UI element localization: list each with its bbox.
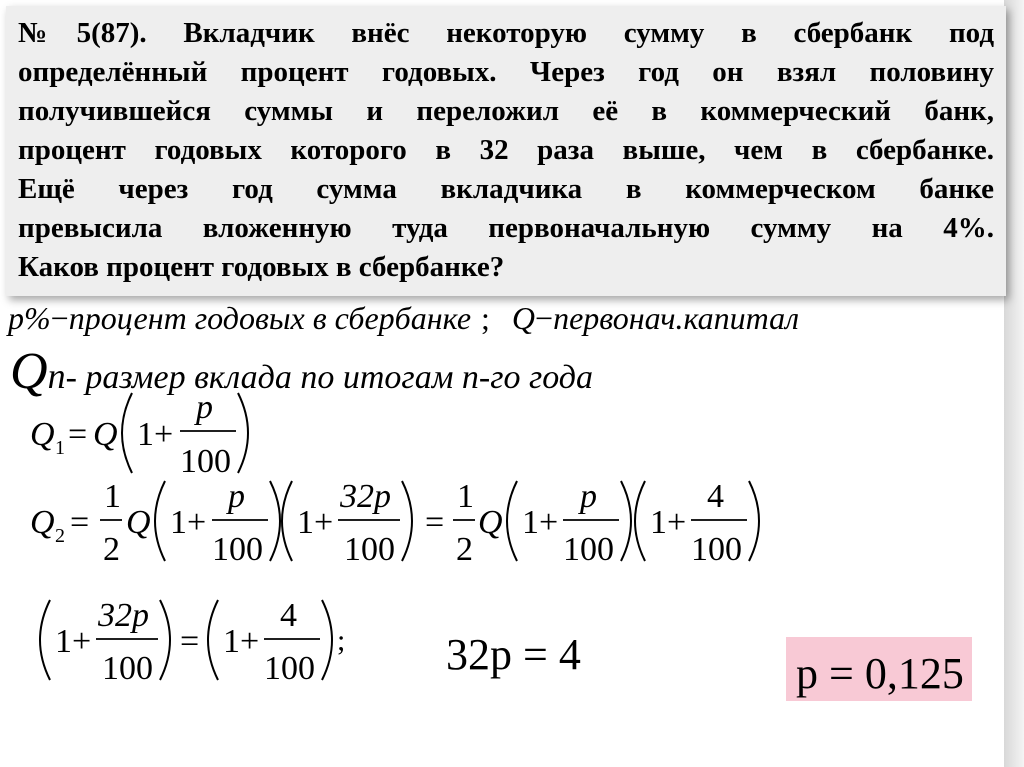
denominator-100: 100 bbox=[563, 531, 614, 568]
one-plus: 1+ bbox=[650, 504, 687, 541]
paren-right bbox=[270, 481, 280, 561]
q-var: Q bbox=[126, 504, 151, 541]
paren-left bbox=[507, 481, 517, 561]
qn-symbol: Q bbox=[10, 343, 48, 400]
denominator-2: 2 bbox=[456, 531, 473, 568]
problem-line: превысила вложенную туда первоначальную сумму на 4%. bbox=[18, 212, 994, 244]
equals: = bbox=[70, 504, 90, 541]
denominator-2: 2 bbox=[103, 531, 120, 568]
dash: − bbox=[535, 300, 554, 336]
problem-line: процент годовых которого в 32 раза выше, чем в сбербанке. bbox=[18, 134, 994, 166]
numerator-p: p bbox=[228, 478, 245, 515]
dash: − bbox=[50, 300, 69, 336]
formula-q1 bbox=[30, 389, 248, 480]
one-plus: 1+ bbox=[522, 504, 559, 541]
formula-q2 bbox=[30, 478, 759, 568]
formula-equation bbox=[40, 597, 345, 687]
numerator-p: p bbox=[196, 389, 213, 426]
paren-right bbox=[749, 481, 759, 561]
numerator-1: 1 bbox=[104, 478, 121, 515]
numerator-4: 4 bbox=[707, 478, 724, 515]
denominator-100: 100 bbox=[180, 443, 231, 480]
subscript-1: 1 bbox=[55, 437, 65, 459]
paren-left bbox=[282, 481, 292, 561]
q-var: Q bbox=[30, 504, 55, 541]
q-var: Q bbox=[93, 416, 118, 453]
qn-description: - размер вклада по итогам n-го года bbox=[65, 359, 593, 396]
problem-line: получившейся суммы и переложил её в коммерческий банк, bbox=[18, 95, 994, 127]
one-plus: 1+ bbox=[55, 623, 92, 660]
q-var: Q bbox=[478, 504, 503, 541]
denominator-100: 100 bbox=[344, 531, 395, 568]
denominator-100: 100 bbox=[212, 531, 263, 568]
p-description: процент годовых в сбербанке bbox=[68, 300, 472, 336]
denominator-100: 100 bbox=[691, 531, 742, 568]
paren-left bbox=[635, 481, 645, 561]
paren-right bbox=[160, 600, 170, 680]
semicolon: ; bbox=[337, 624, 346, 657]
q-var: Q bbox=[30, 416, 55, 453]
paren-left bbox=[40, 600, 50, 680]
equals: = bbox=[180, 623, 200, 660]
numerator-32p: 32p bbox=[340, 478, 391, 515]
problem-line: Каков процент годовых в сбербанке? bbox=[18, 251, 505, 283]
one-plus: 1+ bbox=[297, 504, 334, 541]
denominator-100: 100 bbox=[264, 650, 315, 687]
denominator-100: 100 bbox=[102, 650, 153, 687]
q-description: первонач.капитал bbox=[553, 300, 800, 336]
problem-line: №5(87). Вкладчик внёс некоторую сумму в сбербанк под bbox=[18, 17, 994, 49]
subscript-2: 2 bbox=[55, 525, 65, 547]
one-plus: 1+ bbox=[137, 416, 174, 453]
paren-right bbox=[621, 481, 631, 561]
numerator-1: 1 bbox=[457, 478, 474, 515]
numerator-p: p bbox=[580, 478, 597, 515]
paren-right bbox=[238, 393, 248, 473]
one-plus: 1+ bbox=[223, 623, 260, 660]
result-equation: 32p = 4 bbox=[446, 630, 581, 679]
qn-subscript: n bbox=[47, 356, 66, 396]
equals: = bbox=[425, 504, 445, 541]
equals: = bbox=[68, 416, 88, 453]
paren-right bbox=[402, 481, 412, 561]
q-symbol: Q bbox=[511, 300, 536, 336]
one-plus: 1+ bbox=[170, 504, 207, 541]
paren-left bbox=[122, 393, 132, 473]
numerator-4: 4 bbox=[280, 597, 297, 634]
paren-left bbox=[155, 481, 165, 561]
answer: p = 0,125 bbox=[796, 649, 964, 698]
separator: ; bbox=[481, 300, 490, 336]
p-symbol: p% bbox=[8, 300, 51, 336]
problem-line: определённый процент годовых. Через год он взял половину bbox=[18, 56, 994, 88]
paren-left bbox=[208, 600, 218, 680]
numerator-32p: 32p bbox=[98, 597, 149, 634]
paren-right bbox=[322, 600, 332, 680]
problem-line: Ещё через год сумма вкладчика в коммерческом банке bbox=[18, 173, 994, 205]
